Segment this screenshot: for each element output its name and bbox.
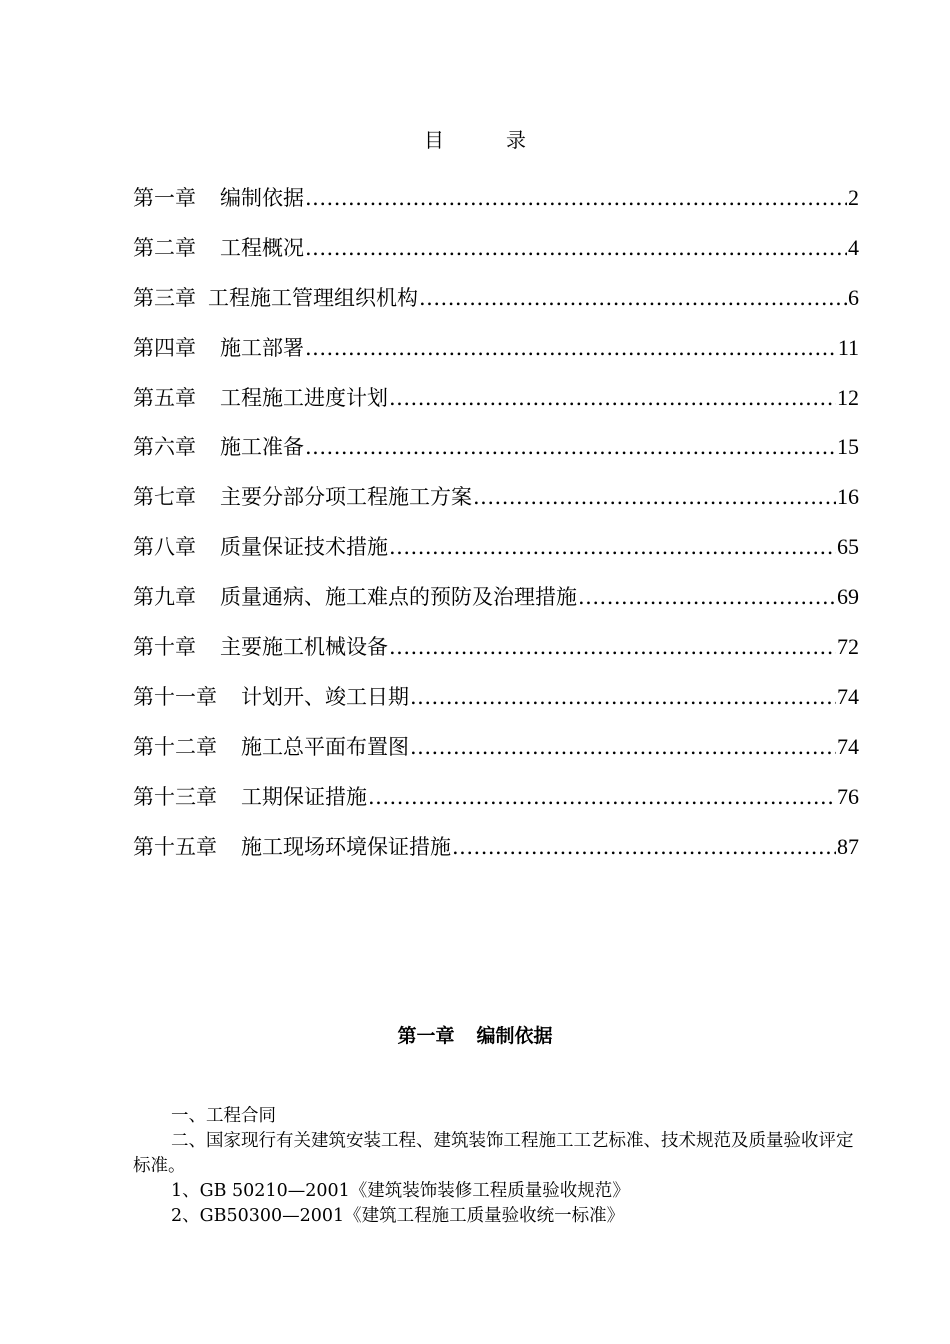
toc-page-number: 74	[837, 733, 859, 759]
toc-page-number: 76	[837, 783, 859, 809]
chapter-heading-title: 编制依据	[476, 1025, 553, 1047]
body-paragraph: 二、国家现行有关建筑安装工程、建筑装饰工程施工工艺标准、技术规范及质量验收评定标准。	[133, 1131, 854, 1176]
toc-leader-dots	[305, 236, 847, 260]
toc-chapter-number: 第一章	[133, 186, 196, 210]
toc-chapter-title: 质量通病、施工难点的预防及治理措施	[220, 585, 577, 610]
toc-chapter-number: 第六章	[133, 435, 196, 460]
toc-entry[interactable]	[133, 831, 859, 881]
toc-leader-dots	[419, 286, 847, 310]
toc-chapter-title: 施工准备	[220, 435, 304, 460]
toc-page-number: 6	[848, 284, 859, 310]
toc-chapter-title: 施工现场环境保证措施	[241, 834, 451, 859]
toc-leader-dots	[368, 785, 836, 809]
toc-entry[interactable]	[133, 681, 859, 731]
toc-chapter-number: 第五章	[133, 385, 196, 410]
body-paragraph: 1、GB 50210—2001《建筑装饰装修工程质量验收规范》	[171, 1181, 630, 1201]
toc-leader-dots	[410, 735, 836, 759]
toc-chapter-number: 第八章	[133, 535, 196, 560]
toc-entry[interactable]	[133, 631, 859, 681]
toc-chapter-title: 编制依据	[220, 186, 304, 210]
toc-title-right: 录	[506, 128, 526, 152]
toc-leader-dots	[410, 685, 836, 709]
toc-page-number: 16	[837, 484, 859, 510]
toc-leader-dots	[578, 585, 836, 609]
toc-chapter-title: 工程施工管理组织机构	[208, 285, 418, 310]
toc-page-number: 12	[837, 384, 859, 410]
toc-page-number: 15	[837, 434, 859, 460]
toc-leader-dots	[305, 186, 847, 210]
toc-leader-dots	[389, 386, 836, 410]
toc-entry[interactable]	[133, 781, 859, 831]
toc-chapter-number: 第十五章	[133, 834, 217, 859]
chapter-heading-number: 第一章	[397, 1025, 455, 1047]
toc-entry[interactable]	[133, 332, 859, 382]
toc-leader-dots	[389, 635, 836, 659]
toc-page-number: 69	[837, 584, 859, 610]
toc-chapter-number: 第四章	[133, 335, 196, 360]
body-paragraph: 2、GB50300—2001《建筑工程施工质量验收统一标准》	[171, 1206, 625, 1226]
toc-chapter-number: 第十三章	[133, 784, 217, 809]
toc-entry[interactable]	[133, 531, 859, 581]
body-paragraph: 一、工程合同	[171, 1106, 276, 1126]
toc-chapter-title: 计划开、竣工日期	[241, 684, 409, 709]
toc-chapter-number: 第七章	[133, 485, 196, 510]
toc-page-number: 87	[837, 833, 859, 859]
toc-chapter-title: 工期保证措施	[241, 784, 367, 809]
toc-chapter-number: 第十二章	[133, 734, 217, 759]
toc-chapter-title: 质量保证技术措施	[220, 535, 388, 560]
toc-chapter-number: 第十一章	[133, 684, 217, 709]
toc-page-number: 74	[837, 683, 859, 709]
chapter-body	[133, 1104, 859, 1229]
toc-chapter-title: 主要分部分项工程施工方案	[220, 485, 472, 510]
toc-chapter-title: 工程施工进度计划	[220, 385, 388, 410]
toc-leader-dots	[305, 336, 837, 360]
toc-entry[interactable]	[133, 731, 859, 781]
toc-chapter-title: 工程概况	[220, 235, 304, 260]
toc-chapter-number: 第九章	[133, 585, 196, 610]
toc-entry[interactable]	[133, 382, 859, 432]
toc-page-number: 72	[837, 634, 859, 660]
toc-chapter-title: 主要施工机械设备	[220, 635, 388, 660]
toc-entry[interactable]	[133, 232, 859, 282]
toc-leader-dots	[389, 535, 836, 559]
toc-chapter-number: 第二章	[133, 235, 196, 260]
toc-entry[interactable]	[133, 282, 859, 332]
toc-title-left: 目	[424, 128, 444, 152]
toc-leader-dots	[452, 835, 836, 859]
toc-entry[interactable]	[133, 581, 859, 631]
toc-title	[0, 124, 950, 153]
toc-page-number: 11	[837, 334, 859, 360]
toc-entry[interactable]	[133, 431, 859, 481]
toc-chapter-title: 施工总平面布置图	[241, 734, 409, 759]
toc-chapter-number: 第三章	[133, 285, 196, 310]
table-of-contents	[133, 182, 859, 880]
toc-chapter-title: 施工部署	[220, 335, 304, 360]
toc-leader-dots	[473, 485, 836, 509]
chapter-heading	[0, 1021, 950, 1048]
toc-leader-dots	[305, 435, 836, 459]
toc-page-number: 4	[848, 234, 859, 260]
toc-entry[interactable]	[133, 481, 859, 531]
toc-page-number: 65	[837, 534, 859, 560]
toc-entry[interactable]	[133, 182, 859, 232]
toc-chapter-number: 第十章	[133, 635, 196, 660]
toc-page-number: 2	[848, 185, 859, 210]
